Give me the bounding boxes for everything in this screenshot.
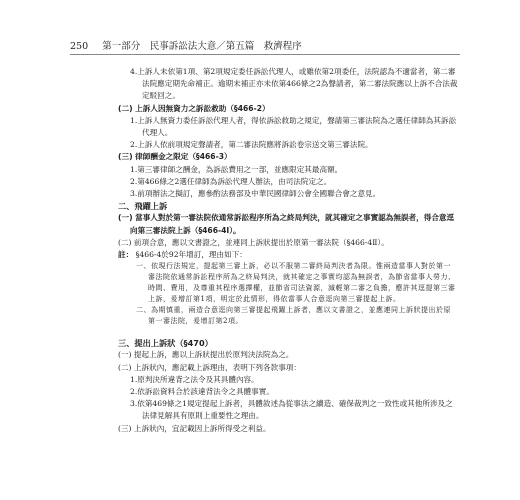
list-item: (三) 上訴狀內，宜記載因上訴所得受之利益。 — [118, 423, 271, 433]
list-item: 1.上訴人無資力委任訴訟代理人者，得依訴訟救助之規定，聲請第三審法院為之選任律師為其訴訟代理人。 — [130, 115, 457, 138]
note-lead: §466-4於92年增訂，理由如下： — [135, 250, 247, 260]
chapter-heading: 三、提出上訴狀（§470） — [118, 338, 213, 349]
paragraph-item-4: 4.上訴人未依第1項、第2項規定委任訴訟代理人，或雖依第2項委任，法院認為不適當者，第二審法院應定期先命補正。逾期未補正亦未依第466條之2為聲請者，第二審法院應以上訴不合法裁定駁回之。 — [130, 67, 458, 101]
list-item: (一) 提起上訴，應以上訴狀提出於原判決法院為之。 — [118, 350, 294, 360]
list-item: 3.依第469條之1規定提起上訴者，具體敘述為從事法之續造、確保裁判之一致性或其他所涉及之法律見解具有原則上重要性之理由。 — [130, 399, 453, 421]
list-item: (二) 前項合意，應以文書證之，並連同上訴狀提出於原第一審法院（§466-4Ⅱ）。 — [118, 237, 389, 247]
list-item: 2.第466條之2選任律師為訴訟代理人辦法，由司法院定之。 — [130, 176, 332, 186]
list-item: 1.第三審律師之酬金，為訴訟費用之一部，並應限定其最高額。 — [130, 164, 343, 174]
note-item: 一、依現行法規定，提起第三審上訴，必以不服第二審終局判決者為限。惟兩造當事人對於第一審法院依通常訴訟程序所為之終局判決，就其確定之事實均認為無誤者，為節省當事人勞力、時間、費用，及尊重其程序選擇權，並節省司法資源，減輕第二審之負擔，應許其逕提第三審上訴，爰增訂第1項，明定於此情形，得依當事人合意逕向第三審提起上訴。 — [136, 262, 456, 304]
page-body — [118, 66, 458, 435]
bold-rule: (一) 當事人對於第一審法院依通常訴訟程序所為之終局判決，就其確定之事實認為無誤者，得合意逕向第三審法院上訴（§466-4Ⅰ）。 — [118, 213, 455, 235]
list-item: 1.原判決所違背之法令及其具體內容。 — [130, 374, 259, 384]
running-title: 第一部分 民事訴訟法大意／第五篇 救濟程序 — [102, 41, 302, 52]
list-item: 2.上訴人依前項規定聲請者，第二審法院應將訴訟卷宗送交第三審法院。 — [130, 140, 373, 150]
chapter-heading: 二、飛躍上訴 — [118, 201, 168, 212]
section-heading: (二) 上訴人因無資力之訴訟救助（§466-2） — [118, 103, 270, 113]
page-header — [70, 38, 470, 52]
note-item: 二、為期慎重，兩造合意逕向第三審提起飛躍上訴者，應以文書證之，並應連同上訴狀提出於原第一審法院，爰增訂第2項。 — [136, 306, 451, 326]
list-item: (二) 上訴狀內，應記載上訴理由，表明下列各款事項： — [118, 362, 301, 372]
header-rule — [70, 54, 460, 55]
note-block — [118, 249, 458, 261]
section-heading: (三) 律師酬金之限定（§466-3） — [118, 152, 232, 162]
list-item: 3.前項辦法之擬訂，應參酌法務部及中華民國律師公會全國聯合會之意見。 — [130, 189, 381, 199]
list-item: 2.依訴訟資料合於該違背法令之具體事實。 — [130, 387, 274, 397]
page-number: 250 — [70, 41, 89, 52]
note-label: 註： — [118, 250, 134, 260]
